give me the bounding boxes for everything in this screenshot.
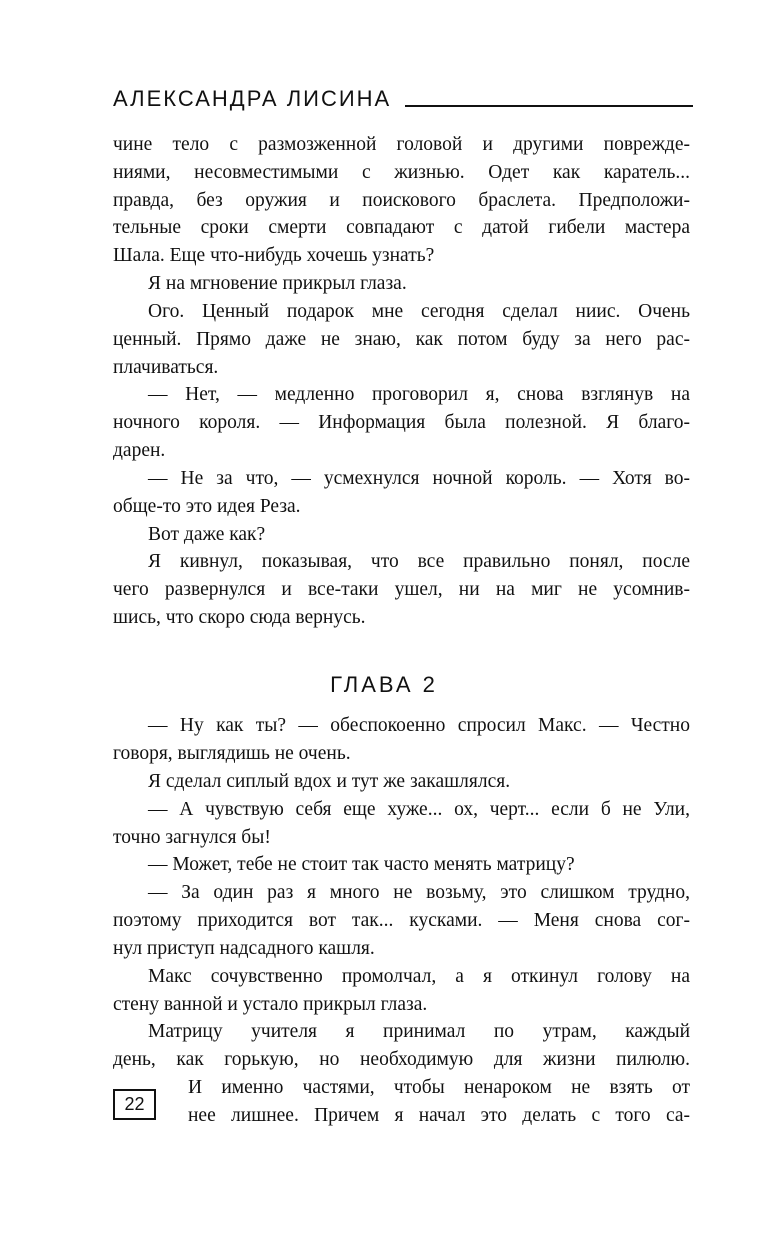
text-line: плачиваться. [113,357,219,378]
text-line: день, как горькую, но необходимую для жизни пилюлю. [113,1049,690,1070]
text-line: — Может, тебе не стоит так часто менять матрицу? [148,854,575,875]
text-line: ценный. Прямо даже не знаю, как потом буду за него рас- [113,329,690,350]
text-line: Я сделал сиплый вдох и тут же закашлялся. [148,771,511,792]
text-line: Матрицу учителя я принимал по утрам, каждый [148,1021,690,1042]
text-line: нее лишнее. Причем я начал это делать с того са- [188,1105,690,1126]
text-line: — Не за что, — усмехнулся ночной король. — Хотя во- [148,468,690,489]
text-line: Макс сочувственно промолчал, а я откинул голову на [148,966,690,987]
text-line: чего развернулся и все-таки ушел, ни на миг не усомнив- [113,579,690,600]
text-line: Шала. Еще что-нибудь хочешь узнать? [113,245,435,266]
text-line: дарен. [113,440,166,461]
header-rule [405,105,693,107]
text-line: поэтому приходится вот так... кусками. — Меня снова сог- [113,910,690,931]
page-number: 22 [113,1089,156,1120]
text-line: Я кивнул, показывая, что все правильно понял, после [148,551,690,572]
text-line: тельные сроки смерти совпадают с датой гибели мастера [113,217,690,238]
running-header [113,86,693,112]
chapter-title: ГЛАВА 2 [330,672,438,697]
text-line: — Нет, — медленно проговорил я, снова взглянув на [148,384,690,405]
author-name: АЛЕКСАНДРА ЛИСИНА [113,86,392,111]
text-line: точно загнулся бы! [113,827,271,848]
text-line: И именно частями, чтобы ненароком не взять от [188,1077,690,1098]
text-line: — Ну как ты? — обеспокоенно спросил Макс. — Честно [148,715,690,736]
text-line: нул приступ надсадного кашля. [113,938,375,959]
text-line: шись, что скоро сюда вернусь. [113,607,366,628]
text-line: Ого. Ценный подарок мне сегодня сделал ниис. Очень [148,301,690,322]
text-line: Вот даже как? [148,524,266,545]
text-line: чине тело с размозженной головой и другими поврежде- [113,134,690,155]
text-line: Я на мгновение прикрыл глаза. [148,273,407,294]
text-line: — А чувствую себя еще хуже... ох, черт... если б не Ули, [148,799,690,820]
text-line: — За один раз я много не возьму, это слишком трудно, [148,882,690,903]
text-line: обще-то это идея Реза. [113,496,301,517]
text-line: правда, без оружия и поискового браслета. Предположи- [113,190,690,211]
text-line: стену ванной и устало прикрыл глаза. [113,994,428,1015]
text-line: ниями, несовместимыми с жизнью. Одет как каратель... [113,162,690,183]
text-line: ночного короля. — Информация была полезной. Я благо- [113,412,690,433]
text-line: говоря, выглядишь не очень. [113,743,351,764]
